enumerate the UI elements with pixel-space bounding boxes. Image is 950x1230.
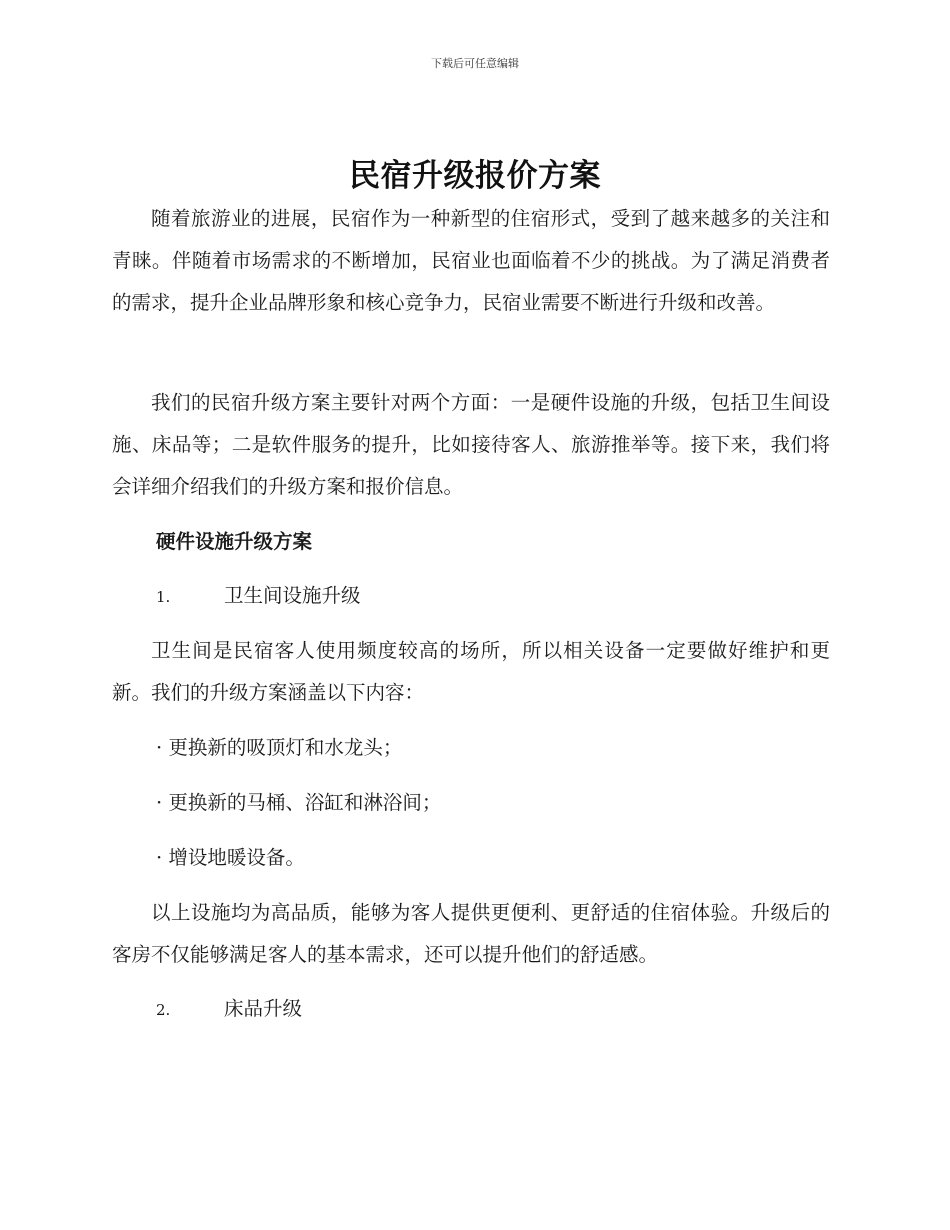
bullet-item: · 更换新的吸顶灯和水龙头； [156, 736, 403, 759]
intro-paragraph: 随着旅游业的进展，民宿作为一种新型的住宿形式，受到了越来越多的关注和青睐。伴随着市场需求的不断增加，民宿业也面临着不少的挑战。为了满足消费者的需求，提升企业品牌形象和核心竞争力，民宿业需要不断进行升级和改善。 [112, 207, 830, 314]
bullet-item: · 增设地暖设备。 [156, 846, 305, 869]
document-title: 民宿升级报价方案 [349, 158, 601, 194]
scope-paragraph: 我们的民宿升级方案主要针对两个方面：一是硬件设施的升级，包括卫生间设施、床品等；二是软件服务的提升，比如接待客人、旅游推举等。接下来，我们将会详细介绍我们的升级方案和报价信息。 [112, 391, 830, 498]
item-label: 卫生间设施升级 [224, 584, 361, 607]
bathroom-paragraph: 卫生间是民宿客人使用频度较高的场所，所以相关设备一定要做好维护和更新。我们的升级方案涵盖以下内容： [112, 639, 830, 704]
section-heading: 硬件设施升级方案 [156, 530, 313, 553]
item-number: 2. [156, 1001, 171, 1019]
summary-paragraph: 以上设施均为高品质，能够为客人提供更便利、更舒适的住宿体验。升级后的客房不仅能够满足客人的基本需求，还可以提升他们的舒适感。 [112, 901, 830, 966]
numbered-item-2 [156, 994, 302, 1025]
item-number: 1. [156, 588, 171, 606]
header-note: 下载后可任意编辑 [431, 57, 519, 70]
bullet-item: · 更换新的马桶、浴缸和淋浴间； [156, 791, 442, 814]
item-label: 床品升级 [224, 997, 303, 1020]
numbered-item-1 [156, 581, 361, 612]
